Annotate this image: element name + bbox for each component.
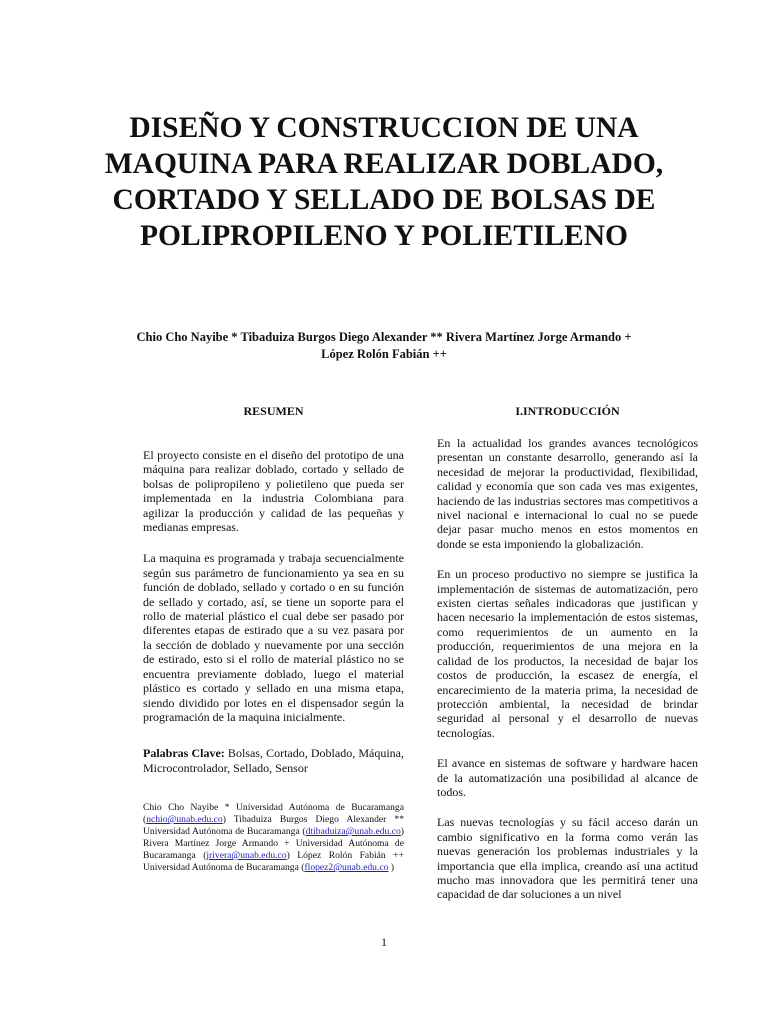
author-affiliations-footnote xyxy=(143,802,404,874)
keywords-text: Bolsas, Cortado, Doblado, Máquina, Microcontrolador, Sellado, Sensor xyxy=(143,746,404,775)
footnote-text-2: ) Tibaduiza Burgos Diego Alexander ** Universidad Autónoma de Bucaramanga ( xyxy=(143,814,404,838)
email-link-flopez2[interactable]: flopez2@unab.edu.co xyxy=(304,862,389,874)
email-link-nchio[interactable]: nchio@unab.edu.co xyxy=(146,814,223,826)
keywords xyxy=(143,746,404,775)
intro-paragraph-3: El avance en sistemas de software y hardware hacen de la automatización una posibilidad al alcance de todos. xyxy=(437,756,698,799)
abstract-paragraph-1: El proyecto consiste en el diseño del prototipo de una máquina para realizar doblado, cortado y sellado de bolsas de polipropileno y polietileno que pueda ser implementada en la industria Colombiana para agilizar la producción y calidad de las pequeñas y medianas empresas. xyxy=(143,448,404,535)
keywords-label: Palabras Clave: xyxy=(143,746,225,761)
email-link-dtibaduiza[interactable]: dtibaduiza@unab.edu.co xyxy=(305,826,401,838)
abstract-heading: RESUMEN xyxy=(243,404,304,418)
left-column xyxy=(143,404,404,874)
author-list xyxy=(110,329,658,363)
introduction-heading: I.INTRODUCCIÓN xyxy=(515,404,620,418)
abstract-paragraph-2: La maquina es programada y trabaja secuencialmente según sus parámetro de funcionamiento ya sea en su función de doblado, sellado y cortado o en su función de sellado y cortado, así, se tiene un soporte para el rollo de material plástico el cual debe ser pasado por diferentes etapas de estirado que a su vez pasara por la sección de doblado y nuevamente por una sección de estirado, esto si el rollo de material plástico no se encuentra previamente doblado, luego el material plástico es cortado y sellado en una misma etapa, siendo dividido por lotes en el dispensador según la programación de la maquina inicialmente. xyxy=(143,551,404,724)
email-link-jrivera[interactable]: jrivera@unab.edu.co xyxy=(206,850,287,862)
intro-paragraph-4: Las nuevas tecnologías y su fácil acceso darán un cambio significativo en la forma como verán las nuevas generación los problemas industriales y la importancia que ella implica, creando así una actitud mucho mas innovadora que les permitirá tener una capacidad de dar soluciones a un nivel xyxy=(437,815,698,902)
footnote-text-3: ) Rivera Martínez Jorge Armando + Universidad Autónoma de Bucaramanga ( xyxy=(143,826,404,862)
intro-paragraph-2: En un proceso productivo no siempre se justifica la implementación de sistemas de automatización, pero existen ciertas señales indicadoras que justifican y hacen necesario la implementación de estos sistemas, como requerimientos de un aumento en la producción, requerimientos de una mejora en la calidad de los productos, la necesidad de bajar los costos de producción, la escasez de energía, el encarecimiento de la materia prima, la necesidad de protección ambiental, la necesidad de brindar seguridad al personal y el desarrollo de nuevas tecnologías. xyxy=(437,567,698,740)
page-number: 1 xyxy=(381,935,387,949)
footnote-text-4: ) López Rolón Fabián ++ Universidad Autónoma de Bucaramanga ( xyxy=(143,850,404,874)
right-column xyxy=(437,404,698,902)
footnote-text-1: Chio Cho Nayibe * Universidad Autónoma de Bucaramanga ( xyxy=(143,802,404,826)
intro-paragraph-1: En la actualidad los grandes avances tecnológicos presentan un constante desarrollo, generando así la necesidad de mejorar la productividad, flexibilidad, calidad y economía que son cada ves mas exigentes, haciendo de las industrias sectores mas competitivos a nivel nacional e internacional lo cual no se puede dejar pasar mucho menos en estos momentos en donde se esta imponiendo la globalización. xyxy=(437,436,698,551)
footnote-text-5: ) xyxy=(388,862,395,874)
paper-title: DISEÑO Y CONSTRUCCION DE UNA MAQUINA PARA REALIZAR DOBLADO, CORTADO Y SELLADO DE BOLSAS DE POLIPROPILENO Y POLIETILENO xyxy=(104,112,664,252)
authors-line-2: López Rolón Fabián ++ xyxy=(321,347,447,361)
authors-line-1: Chio Cho Nayibe * Tibaduiza Burgos Diego Alexander ** Rivera Martínez Jorge Armando + xyxy=(136,330,632,344)
